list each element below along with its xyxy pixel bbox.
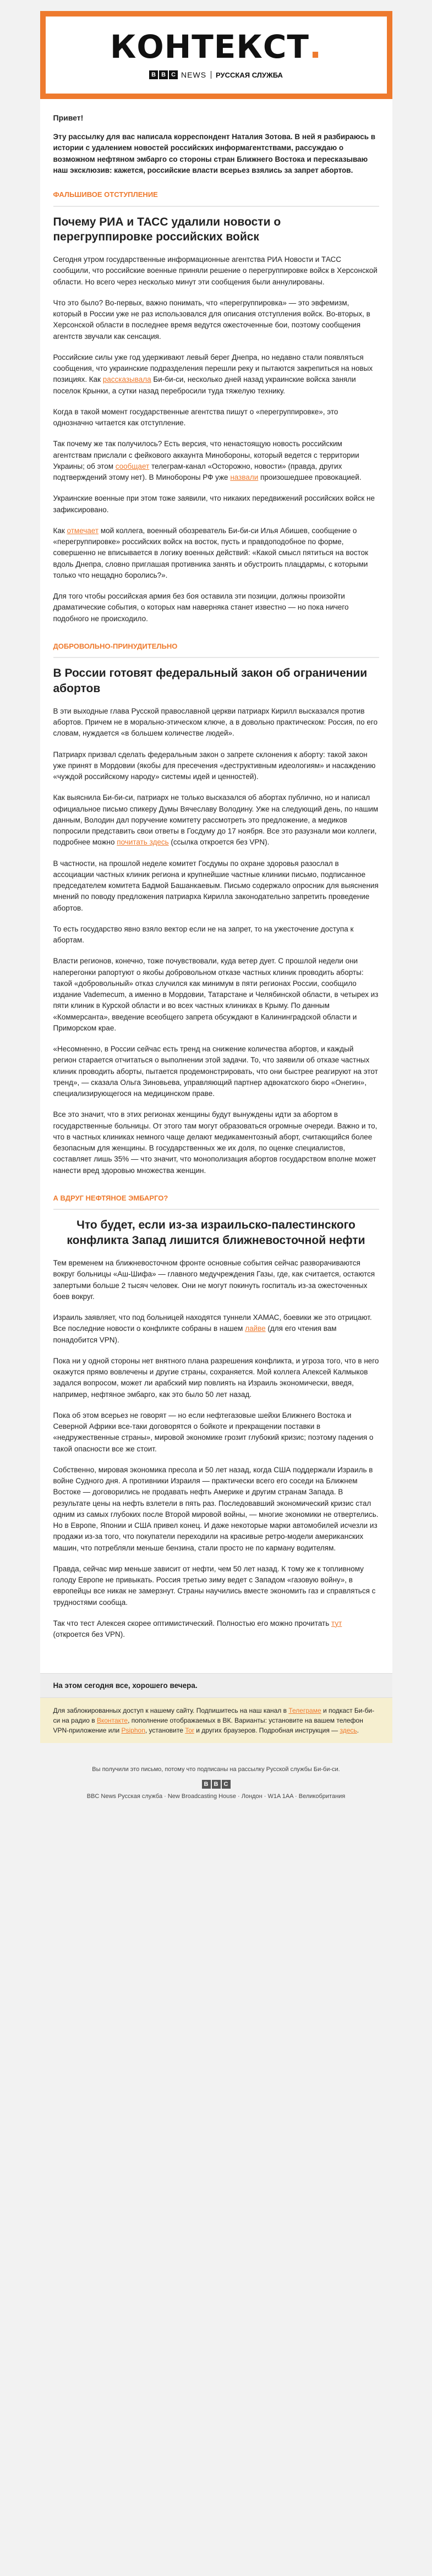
masthead [40,11,392,99]
newsletter-content [40,99,392,1673]
paragraph [53,858,379,914]
promo-text-tail3: и других браузеров. Подробная инструкция — [194,1727,340,1735]
vpn-promo [40,1698,392,1743]
bbc-byline [149,70,283,79]
psiphon-link[interactable]: Psiphon [121,1727,145,1735]
inline-link[interactable]: сообщает [115,462,150,470]
bbc-logo-icon [149,70,178,79]
paragraph-text: В эти выходные глава Русской православной церкви патриарх Кирилл высказался против абортов. Причем не в морально-этическом ключе, а в довольно практическом: Россия, по его словам, нуждается «в большем количестве людей». [53,706,378,738]
signoff: На этом сегодня все, хорошего вечера. [40,1673,392,1698]
promo-text-mid: и подкаст Би-би-си на радио в [53,1707,375,1725]
inline-link[interactable]: лайве [245,1324,266,1333]
paragraph-text: телеграм-канал «Осторожно, новости» (правда, других подтверждений этому нет). В Минобороны РФ уже [53,462,342,482]
inline-link[interactable]: рассказывала [102,375,151,384]
section-divider [53,657,379,658]
promo-text-tail2: , установите [145,1727,185,1735]
paragraph [53,1109,379,1176]
paragraph-text: «Несомненно, в России сейчас есть тренд на снижение количества абортов, и каждый регион старается отчитаться о выполнении этой задачи. То, что заявили об отказе частных клиник проводить аборты, пытается продемонстрировать, что они быстрее реагируют на этот тренд», — сказала Ольга Зиновьева, управляющий партнер адвокатского бюро «Онегин», специализирующегося на медицинском праве. [53,1045,378,1098]
paragraph-text: Власти регионов, конечно, тоже почувствовали, куда ветер дует. С прошлой недели они наперегонки рапортуют о якобы добровольном отказе частных клиник проводить аборты: такой «добровольный» отказ случился как минимум в пяти регионах России, сообщило издание Vademecum, а именно в Мордовии, Татарстане и Челябинской области, в четырех из пяти клиник в Курской области и во всех частных клиниках в Крыму. По данным «Коммерсанта», введение всеобщего запрета обсуждают в Калининградской области и Приморском крае. [53,957,379,1032]
paragraph [53,792,379,848]
paragraph [53,1410,379,1455]
intro-paragraph: Эту рассылку для вас написала корреспондент Наталия Зотова. В ней я разбираюсь в истории с удалением новостей российских информагентствами, рассуждаю о возможном нефтяном эмбарго со стороны стран Ближнего Востока и пересказываю наш эксклюзив: кажется, российские власти всерьез взялись за запрет абортов. [53,133,376,174]
paragraph [53,1258,379,1302]
paragraph-text: Сегодня утром государственные информационные агентства РИА Новости и ТАСС сообщили, что российские военные приняли решение о перегруппировке войск в Херсонской области. Но всего через несколько минут эти сообщения были аннулированы. [53,255,378,286]
bbc-block-b2: B [159,70,168,79]
footer-bbc-c: C [222,1780,231,1789]
service-label: РУССКАЯ СЛУЖБА [216,70,283,79]
paragraph [53,493,379,516]
paragraph [53,749,379,783]
paragraph [53,298,379,342]
paragraph-text: (для его чтения вам понадобится VPN). [53,1324,337,1344]
inline-link[interactable]: назвали [230,473,259,482]
footer-bbc-b1: B [202,1780,211,1789]
tor-link[interactable]: Tor [185,1727,194,1735]
inline-link[interactable]: тут [331,1619,342,1627]
paragraph [53,591,379,624]
inline-link[interactable]: почитать здесь [117,838,169,847]
footer-bbc-b2: B [212,1780,221,1789]
news-label: NEWS [181,70,207,79]
paragraph [53,1465,379,1554]
paragraph [53,706,379,739]
section-divider [53,1209,379,1210]
paragraph-text: То есть государство явно взяло вектор если не на запрет, то на ужесточение доступа к абортам. [53,924,354,945]
bbc-block-c: C [169,70,178,79]
paragraph [53,525,379,581]
paragraph [53,1312,379,1346]
paragraph [53,407,379,429]
paragraph-text: (откроется без VPN). [53,1630,125,1639]
paragraph-text: Правда, сейчас мир меньше зависит от нефти, чем 50 лет назад. К тому же к топливному голоду Европе не привыкать. Россия третью зиму ведет с Западом «газовую войну», в европейцы все никак не замерзнут. Страны научились вместе экономить газ и справляться с трудностями сообща. [53,1564,376,1607]
promo-text-end: . [357,1727,359,1735]
bbc-block-b1: B [149,70,158,79]
promo-text: Для заблокированных доступ к нашему сайту. Подпишитесь на наш канал в [53,1707,289,1715]
section-divider [53,206,379,207]
section-0 [53,189,379,624]
paragraph [53,1044,379,1099]
paragraph [53,1356,379,1400]
paragraph [53,439,379,483]
paragraph-text: Когда в такой момент государственные агентства пишут о «перегруппировке», это однозначно читается как отступление. [53,407,338,427]
section-headline: Что будет, если из-за израильско-палестинского конфликта Запад лишится ближневосточной нефти [67,1219,365,1247]
paragraph [53,1564,379,1608]
footer-bbc-logo-icon [40,1780,392,1789]
section-label: ДОБРОВОЛЬНО-ПРИНУДИТЕЛЬНО [53,642,178,650]
kontekst-logo[interactable] [110,28,322,65]
paragraph [53,254,379,288]
paragraph-text: Украинские военные при этом тоже заявили, что никаких передвижений российских войск не зафиксировано. [53,494,375,514]
paragraph [53,352,379,397]
paragraph-text: Би-би-си, несколько дней назад украинские войска заняли поселок Крынки, а сутки назад перебросили туда тяжелую технику. [53,375,356,395]
paragraph-text: Все это значит, что в этих регионах женщины будут вынуждены идти за абортом в государственные больницы. От этого там могут образоваться огромные очереди. Важно и то, что в частных клиниках немного чаще делают медикаментозный аборт, считающийся более безопасным для женщины. В государственных же их доля, по оценке специалистов, составляет лишь 35% — что значит, что монополизация абортов государством вполне может нанести вред здоровью множества женщин. [53,1110,378,1175]
section-2 [53,1193,379,1640]
section-headline: Почему РИА и ТАСС удалили новости о перегруппировке российских войск [53,215,281,243]
paragraph-text: Пока ни у одной стороны нет внятного плана разрешения конфликта, и угроза того, что в него окажутся прямо вовлечены и другие страны, сохраняется. Мой коллега Алексей Калмыков задался вопросом, может ли арабский мир повлиять на Израиль экономически, введя, например, нефтяное эмбарго, как это было 50 лет назад. [53,1356,379,1399]
section-1 [53,641,379,1176]
instructions-link[interactable]: здесь [340,1727,357,1735]
paragraph-text: Тем временем на ближневосточном фронте основные события сейчас разворачиваются вокруг больницы «Аш-Шифа» — главного медучреждения Газы, где, как считается, остаются запертыми больше 2 тысяч человек. Они не могут покинуть госпиталь из-за ожесточенных боев вокруг. [53,1259,375,1301]
paragraph-text: Израиль заявляет, что под больницей находятся туннели ХАМАС, боевики же это отрицают. Все последние новости о конфликте собраны в нашем [53,1313,372,1333]
footer-subscription-note: Вы получили это письмо, потому что подписаны на рассылку Русской службы Би-би-си. [92,1766,340,1773]
sections-container [53,189,379,1640]
greeting: Привет! [53,113,84,122]
section-headline: В России готовят федеральный закон об ограничении абортов [53,667,368,695]
paragraph-text: мой коллега, военный обозреватель Би-би-си Илья Абишев, сообщение о «перегруппировке» российских войск на восток, пусть и правдоподобное по форме, совершенно не вписывается в логику военных действий: «Какой смысл пятиться на восток вдоль Днепра, словно приглашая противника занять и обустроить плацдармы, с которыми только что нещадно боролись?». [53,526,368,579]
paragraph-text: Так почему же так получилось? Есть версия, что ненастоящую новость российским агентствам прислали с фейкового аккаунта Минобороны, который ведется с территории Украины; об этом [53,440,359,470]
vk-link[interactable]: Вконтакте [96,1717,128,1725]
paragraph-text: (ссылка откроется без VPN). [168,838,270,847]
promo-text-tail: , пополнение отображаемых в ВК. Варианты: установите на вашем телефон VPN-приложение или [53,1717,363,1735]
paragraph-text: В частности, на прошлой неделе комитет Госдумы по охране здоровья разослал в ассоциации частных клиник региона и крупнейшие частные клиники письмо, подписанное председателем комитета Бадмой Башанкаевым. Письмо содержало опросник для выяснения мнений по поводу предложения патриарха Кирилла законодательно запретить проведение абортов. [53,859,379,912]
paragraph-text: Российские силы уже год удерживают левый берег Днепра, но недавно стали появляться сообщения, что украинские подразделения перешли реку и пытаются закрепиться на новых позициях. Как [53,353,373,384]
telegram-link[interactable]: Телеграме [288,1707,321,1715]
paragraph [53,956,379,1034]
paragraph-text: произошедшее провокацией. [258,473,362,482]
footer-address: BBC News Русская служба · New Broadcasting House · Лондон · W1A 1AA · Великобритания [86,1793,346,1800]
logo-dot: . [309,28,322,65]
paragraph [53,924,379,946]
section-label: ФАЛЬШИВОЕ ОТСТУПЛЕНИЕ [53,190,158,199]
newsletter-card [40,11,392,1743]
paragraph-text: Как [53,526,67,535]
inline-link[interactable]: отмечает [67,526,99,535]
paragraph-text: Так что тест Алексея скорее оптимистический. Полностью его можно прочитать [53,1619,332,1627]
paragraph [53,1618,379,1641]
footer [40,1743,392,1817]
paragraph-text: Пока об этом всерьез не говорят — но если нефтегазовые шейхи Ближнего Востока и Северной Африки все-таки договорятся о бойкоте и прекращении поставки в «недружественные страны», мировой экономике грозит глубокий кризис; поэтому падения о такой опасности все же стоит. [53,1411,374,1453]
section-label: А ВДРУГ НЕФТЯНОЕ ЭМБАРГО? [53,1193,168,1202]
logo-text: КОНТЕКСТ [110,28,309,65]
paragraph-text: Патриарх призвал сделать федеральным закон о запрете склонения к аборту: такой закон уже принят в Мордовии (якобы для пресечения «деструктивным идеологиям» и насаждению «чуждой российскому народу» системы идей и ценностей). [53,750,376,781]
paragraph-text: Как выяснила Би-би-си, патриарх не только высказался об абортах публично, но и написал официальное письмо спикеру Думы Вячеславу Володину. Уже на следующий день, по нашим данным, Володин дал поручение комитету рассмотреть это предложение, а медиков попросили представить свои ответы в Госдуму до 17 ноября. Все это разузнали мои коллеги, подробнее можно [53,793,379,847]
paragraph-text: Собственно, мировая экономика пресола и 50 лет назад, когда США поддержали Израиль в войне Судного дня. А противники Израиля — практически всего его соседи на Ближнем Востоке — договорились не продавать нефть Америке и другим странам Запада. В результате цены на нефть взлетели в пять раз. Последовавший экономический кризис стал одним из самых глубоких после Второй мировой войны, — многие экономики не отвертелись. Но в Европе, Японии и США привел конец. И даже некоторые марки автомобилей исчезли из продажи из-за того, что покупатели переходили на красивые ретро-модели американских машин, что потребляли меньше бензина, стали просто не по карману водителям. [53,1465,379,1552]
paragraph-text: Что это было? Во-первых, важно понимать, что «перегруппировка» — это эвфемизм, который в России уже не раз использовался для описания отступления войск. Во-вторых, в Херсонской области в последнее время ведутся ожесточенные бои, поэтому сообщения агентств звучали как сенсация. [53,298,370,341]
paragraph-text: Для того чтобы российская армия без боя оставила эти позиции, должны произойти драматические события, о которых нам наверняка станет известно — но пока ничего подобного не происходило. [53,592,349,623]
